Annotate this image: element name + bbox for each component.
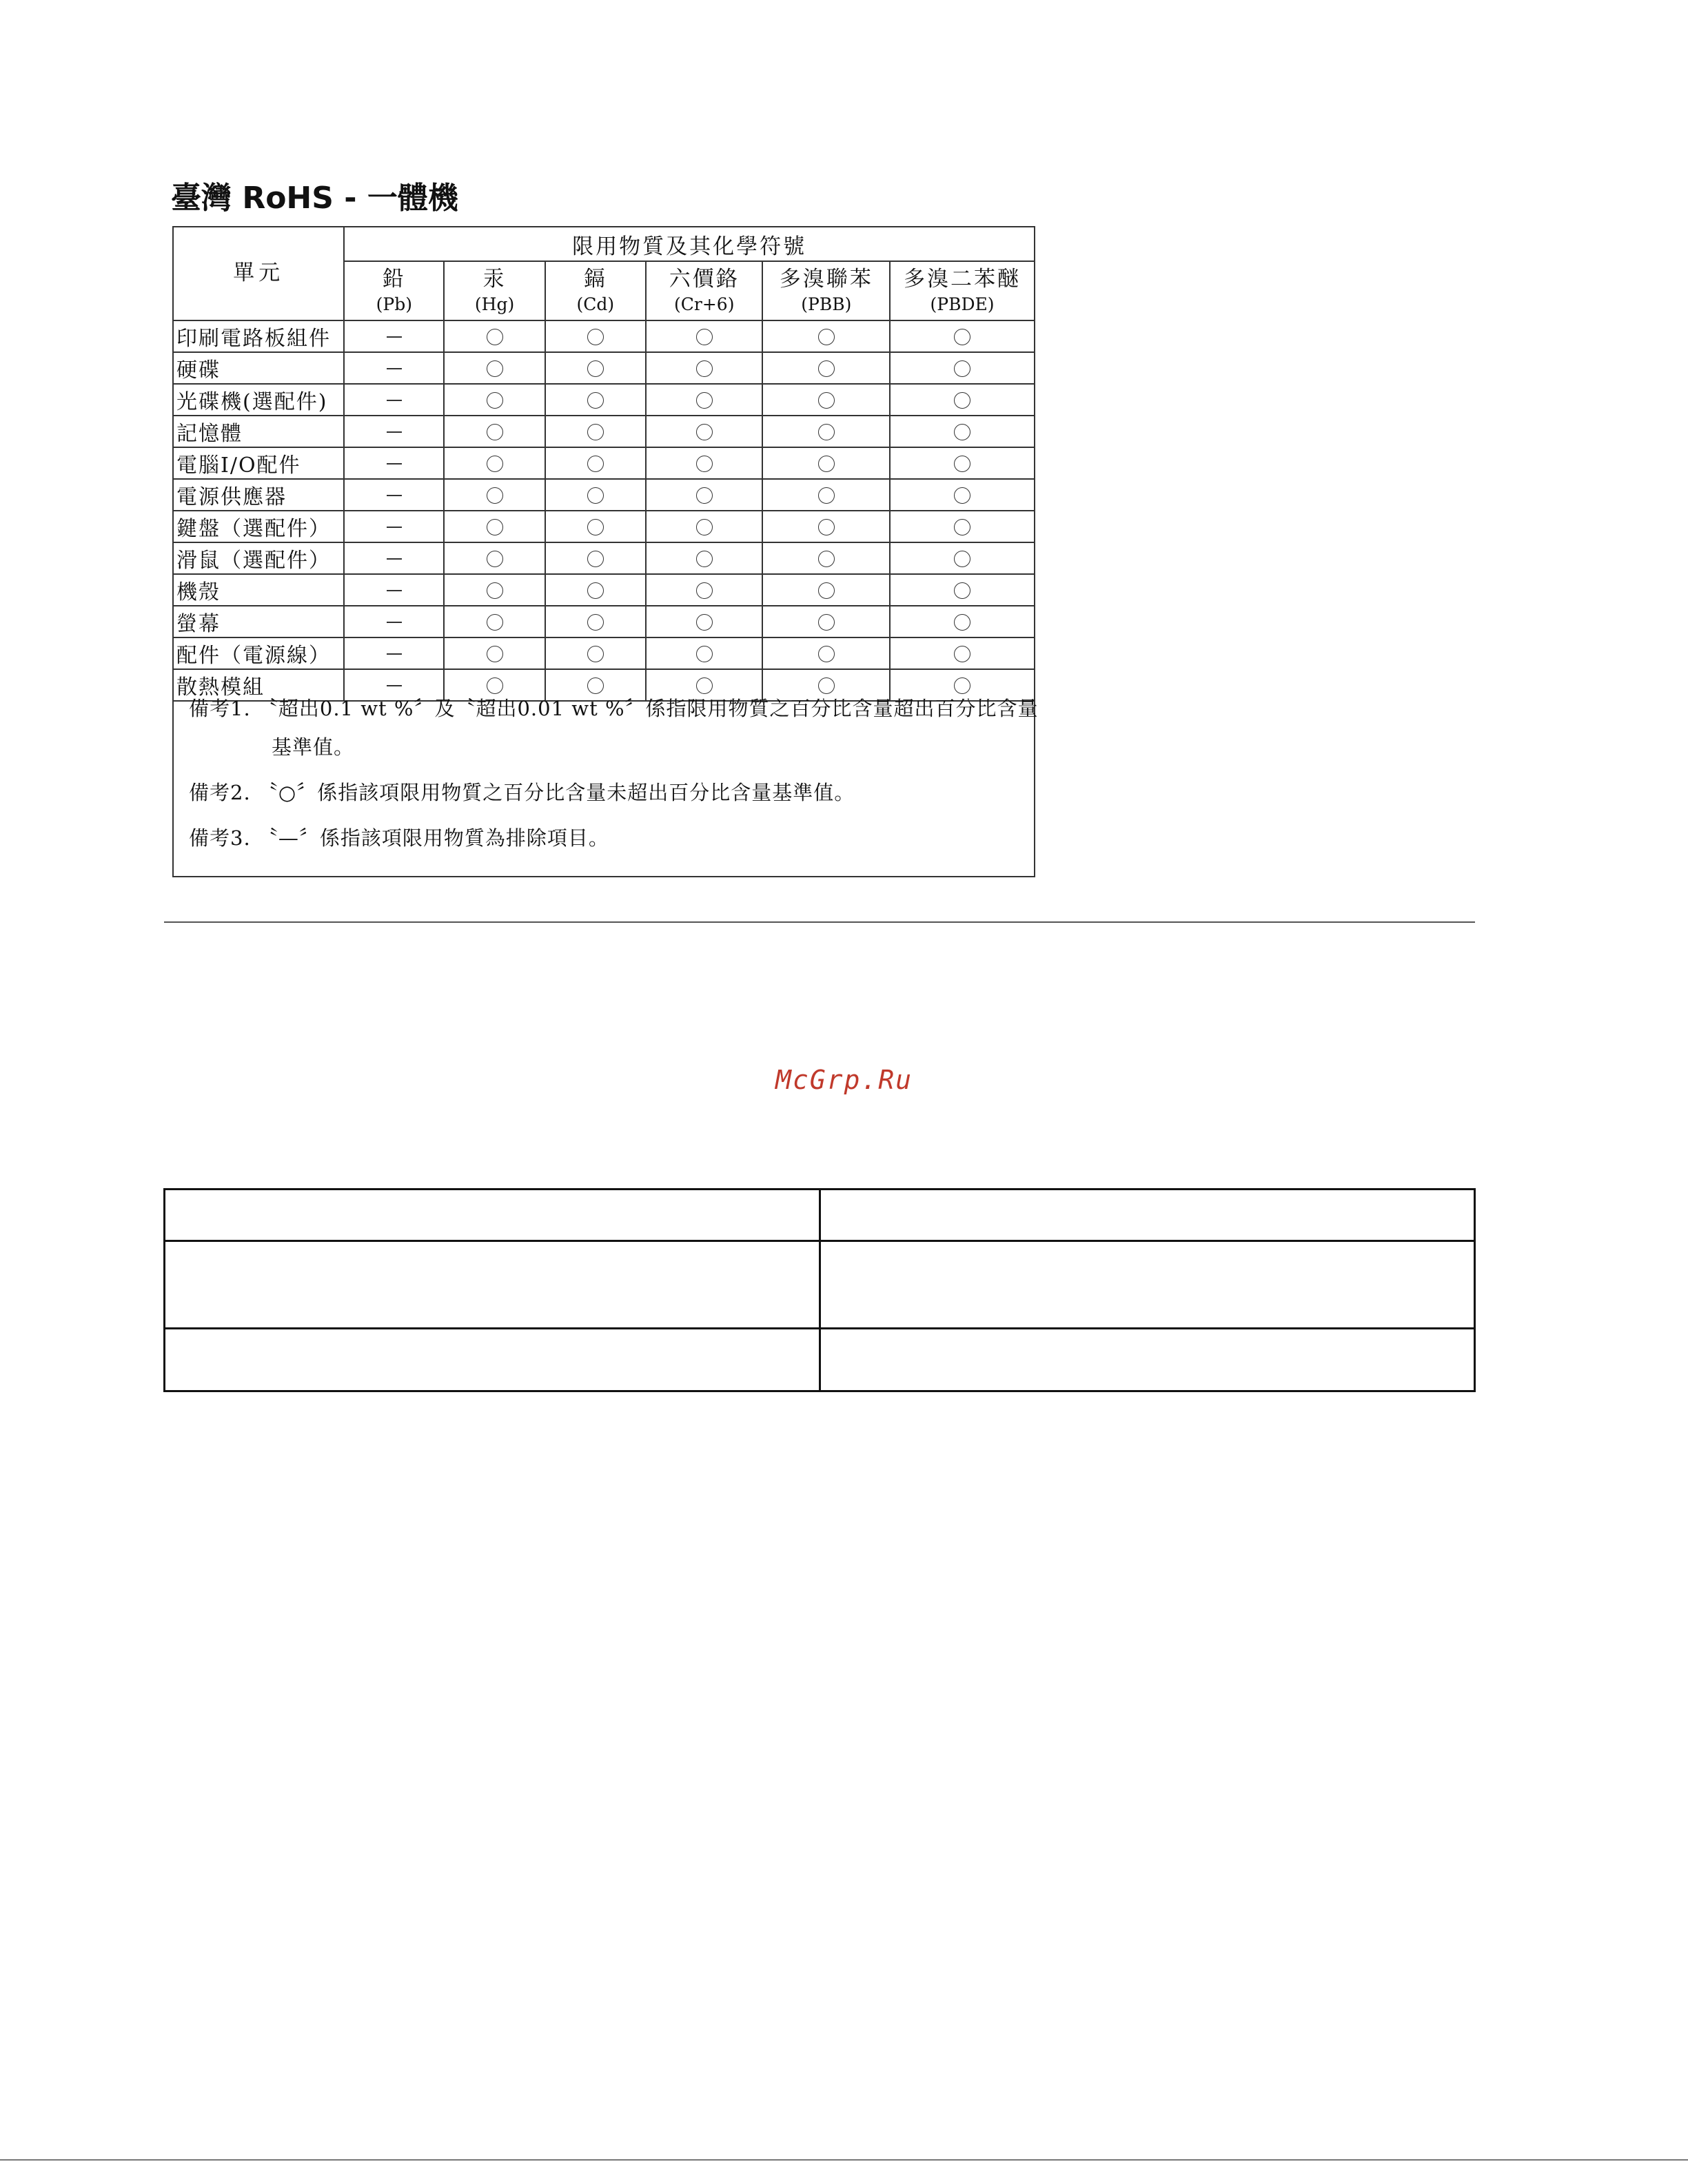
unit-cell: 螢幕: [174, 606, 344, 637]
mark-cell: [444, 542, 545, 574]
circle-mark-icon: [487, 551, 503, 567]
dash-mark-icon: [387, 685, 402, 686]
substance-symbol: (Cd): [576, 294, 615, 314]
table-row: [174, 479, 1034, 511]
dash-mark-icon: [387, 336, 402, 338]
circle-mark-icon: [487, 392, 503, 409]
circle-mark-icon: [587, 360, 604, 377]
circle-mark-icon: [818, 614, 835, 631]
mark-cell: [890, 320, 1034, 352]
circle-mark-icon: [818, 646, 835, 662]
mark-cell: [545, 637, 646, 669]
substance-symbol: (Hg): [474, 294, 515, 314]
table-row: [174, 637, 1034, 669]
circle-mark-icon: [696, 360, 713, 377]
dash-mark-icon: [387, 463, 402, 465]
blank-grid-row: [165, 1329, 1474, 1390]
mark-cell: [890, 384, 1034, 416]
dash-mark-icon: [387, 590, 402, 591]
mark-cell: [545, 320, 646, 352]
circle-mark-icon: [696, 519, 713, 535]
circle-mark-icon: [696, 582, 713, 599]
mark-cell: [545, 447, 646, 479]
mark-cell: [344, 479, 444, 511]
circle-mark-icon: [954, 582, 970, 599]
circle-mark-icon: [954, 519, 970, 535]
circle-mark-icon: [487, 614, 503, 631]
table-row: [174, 542, 1034, 574]
mark-cell: [444, 447, 545, 479]
circle-mark-icon: [954, 329, 970, 345]
table-row: [174, 447, 1034, 479]
mark-cell: [444, 384, 545, 416]
mark-cell: [890, 479, 1034, 511]
substance-name: 鉛: [382, 267, 406, 292]
circle-mark-icon: [818, 551, 835, 567]
mark-cell: [890, 606, 1034, 637]
circle-mark-icon: [587, 487, 604, 504]
mark-cell: [890, 511, 1034, 542]
restricted-substances-header: 限用物質及其化學符號: [344, 227, 1034, 261]
mark-cell: [646, 416, 762, 447]
circle-mark-icon: [818, 487, 835, 504]
mark-cell: [444, 352, 545, 384]
mark-cell: [646, 320, 762, 352]
mark-cell: [890, 416, 1034, 447]
circle-mark-icon: [587, 424, 604, 440]
unit-cell: 硬碟: [174, 352, 344, 384]
mark-cell: [646, 606, 762, 637]
circle-mark-icon: [487, 487, 503, 504]
blank-grid-box: [163, 1188, 1476, 1392]
mark-cell: [444, 511, 545, 542]
substance-symbol: (Cr+6): [674, 294, 735, 314]
mark-cell: [646, 637, 762, 669]
substance-header-2: [545, 261, 646, 320]
page-title: 臺灣 RoHS - 一體機: [171, 181, 458, 216]
section-divider: [164, 921, 1475, 923]
mark-cell: [762, 511, 890, 542]
circle-mark-icon: [487, 424, 503, 440]
mark-cell: [344, 637, 444, 669]
mark-cell: [344, 416, 444, 447]
footer-divider: [0, 2159, 1688, 2161]
table-row: [174, 574, 1034, 606]
blank-grid-cell: [165, 1329, 820, 1390]
dash-mark-icon: [387, 622, 402, 623]
blank-grid-row: [165, 1241, 1474, 1329]
mark-cell: [344, 574, 444, 606]
circle-mark-icon: [696, 614, 713, 631]
mark-cell: [646, 447, 762, 479]
mark-cell: [762, 479, 890, 511]
dash-mark-icon: [387, 368, 402, 369]
circle-mark-icon: [587, 456, 604, 472]
mark-cell: [545, 606, 646, 637]
substance-header-4: [762, 261, 890, 320]
circle-mark-icon: [818, 329, 835, 345]
table-row: [174, 416, 1034, 447]
circle-mark-icon: [587, 582, 604, 599]
circle-mark-icon: [587, 519, 604, 535]
mark-cell: [646, 479, 762, 511]
mark-cell: [762, 637, 890, 669]
unit-cell: 電源供應器: [174, 479, 344, 511]
rohs-table-box: [172, 226, 1039, 877]
unit-cell: 鍵盤（選配件）: [174, 511, 344, 542]
circle-mark-icon: [696, 456, 713, 472]
mark-cell: [444, 574, 545, 606]
mark-cell: [646, 384, 762, 416]
unit-cell: 散熱模組: [174, 669, 344, 701]
table-row: [174, 606, 1034, 637]
circle-mark-icon: [954, 456, 970, 472]
substance-name: 汞: [482, 267, 507, 292]
mark-cell: [444, 606, 545, 637]
blank-grid-row: [165, 1190, 1474, 1241]
mark-cell: [545, 352, 646, 384]
mark-cell: [762, 542, 890, 574]
mark-cell: [545, 542, 646, 574]
unit-cell: 電腦I/O配件: [174, 447, 344, 479]
substance-name: 多溴聯苯: [779, 267, 873, 292]
circle-mark-icon: [587, 551, 604, 567]
table-row: [174, 511, 1034, 542]
unit-cell: 滑鼠（選配件）: [174, 542, 344, 574]
unit-cell: 機殼: [174, 574, 344, 606]
mark-cell: [890, 637, 1034, 669]
mark-cell: [646, 574, 762, 606]
substance-symbol: (Pb): [376, 294, 412, 314]
unit-cell: 印刷電路板組件: [174, 320, 344, 352]
table-row: [174, 384, 1034, 416]
substance-header-5: [890, 261, 1034, 320]
circle-mark-icon: [696, 424, 713, 440]
blank-grid-cell: [165, 1190, 820, 1241]
mark-cell: [344, 447, 444, 479]
blank-grid-cell: [820, 1190, 1474, 1241]
circle-mark-icon: [818, 519, 835, 535]
note-1-line-1: 備考1. 〝超出0.1 wt %〞及〝超出0.01 wt %〞係指限用物質之百分比含量超出百分比含量: [189, 697, 1039, 720]
substance-header-3: [646, 261, 762, 320]
dash-mark-icon: [387, 431, 402, 433]
note-3: 備考3. 〝—〞係指該項限用物質為排除項目。: [189, 826, 609, 850]
circle-mark-icon: [487, 582, 503, 599]
circle-mark-icon: [487, 329, 503, 345]
circle-mark-icon: [487, 360, 503, 377]
mark-cell: [344, 542, 444, 574]
substance-name: 鎘: [583, 267, 607, 292]
unit-cell: 光碟機(選配件): [174, 384, 344, 416]
rohs-table-body: [174, 320, 1034, 701]
unit-column-header: 單元: [174, 227, 344, 320]
mark-cell: [762, 384, 890, 416]
circle-mark-icon: [696, 329, 713, 345]
mark-cell: [646, 352, 762, 384]
mark-cell: [545, 416, 646, 447]
mark-cell: [344, 320, 444, 352]
circle-mark-icon: [587, 329, 604, 345]
dash-mark-icon: [387, 527, 402, 528]
circle-mark-icon: [954, 360, 970, 377]
circle-mark-icon: [954, 392, 970, 409]
unit-cell: 記憶體: [174, 416, 344, 447]
blank-grid-cell: [820, 1241, 1474, 1329]
substance-symbol: (PBB): [801, 294, 852, 314]
substance-symbol: (PBDE): [930, 294, 995, 314]
circle-mark-icon: [587, 614, 604, 631]
dash-mark-icon: [387, 653, 402, 655]
mark-cell: [344, 384, 444, 416]
mark-cell: [762, 416, 890, 447]
mark-cell: [545, 384, 646, 416]
circle-mark-icon: [487, 646, 503, 662]
circle-mark-icon: [818, 360, 835, 377]
rohs-table: [174, 227, 1034, 702]
mark-cell: [762, 320, 890, 352]
circle-mark-icon: [818, 582, 835, 599]
mark-cell: [762, 352, 890, 384]
mark-cell: [545, 574, 646, 606]
circle-mark-icon: [487, 456, 503, 472]
unit-cell: 配件（電源線）: [174, 637, 344, 669]
circle-mark-icon: [818, 456, 835, 472]
mark-cell: [344, 511, 444, 542]
dash-mark-icon: [387, 558, 402, 560]
dash-mark-icon: [387, 400, 402, 401]
mark-cell: [344, 606, 444, 637]
notes: [189, 689, 1039, 857]
mark-cell: [444, 416, 545, 447]
mark-cell: [890, 352, 1034, 384]
circle-mark-icon: [587, 646, 604, 662]
circle-mark-icon: [696, 487, 713, 504]
circle-mark-icon: [954, 646, 970, 662]
mark-cell: [545, 479, 646, 511]
circle-mark-icon: [818, 392, 835, 409]
mark-cell: [762, 447, 890, 479]
mark-cell: [444, 637, 545, 669]
circle-mark-icon: [696, 392, 713, 409]
substance-name: 六價鉻: [669, 267, 740, 292]
mark-cell: [890, 542, 1034, 574]
circle-mark-icon: [587, 392, 604, 409]
circle-mark-icon: [954, 424, 970, 440]
blank-grid-cell: [820, 1329, 1474, 1390]
substance-header-1: [444, 261, 545, 320]
mark-cell: [762, 574, 890, 606]
table-row: [174, 320, 1034, 352]
table-row: [174, 352, 1034, 384]
note-2: 備考2. 〝○〞係指該項限用物質之百分比含量未超出百分比含量基準值。: [189, 781, 855, 804]
blank-grid-cell: [165, 1241, 820, 1329]
mark-cell: [444, 479, 545, 511]
mark-cell: [444, 320, 545, 352]
circle-mark-icon: [818, 424, 835, 440]
circle-mark-icon: [696, 551, 713, 567]
mark-cell: [344, 352, 444, 384]
mark-cell: [890, 447, 1034, 479]
mark-cell: [545, 511, 646, 542]
circle-mark-icon: [954, 487, 970, 504]
substance-header-0: [344, 261, 444, 320]
blank-grid-table: [165, 1190, 1474, 1390]
substance-name: 多溴二苯醚: [904, 267, 1021, 292]
watermark: McGrp.Ru: [775, 1065, 913, 1095]
circle-mark-icon: [954, 614, 970, 631]
mark-cell: [890, 574, 1034, 606]
circle-mark-icon: [696, 646, 713, 662]
mark-cell: [646, 511, 762, 542]
mark-cell: [762, 606, 890, 637]
note-1-line-2: 基準值。: [272, 735, 355, 759]
dash-mark-icon: [387, 495, 402, 496]
mark-cell: [646, 542, 762, 574]
circle-mark-icon: [954, 551, 970, 567]
circle-mark-icon: [487, 519, 503, 535]
